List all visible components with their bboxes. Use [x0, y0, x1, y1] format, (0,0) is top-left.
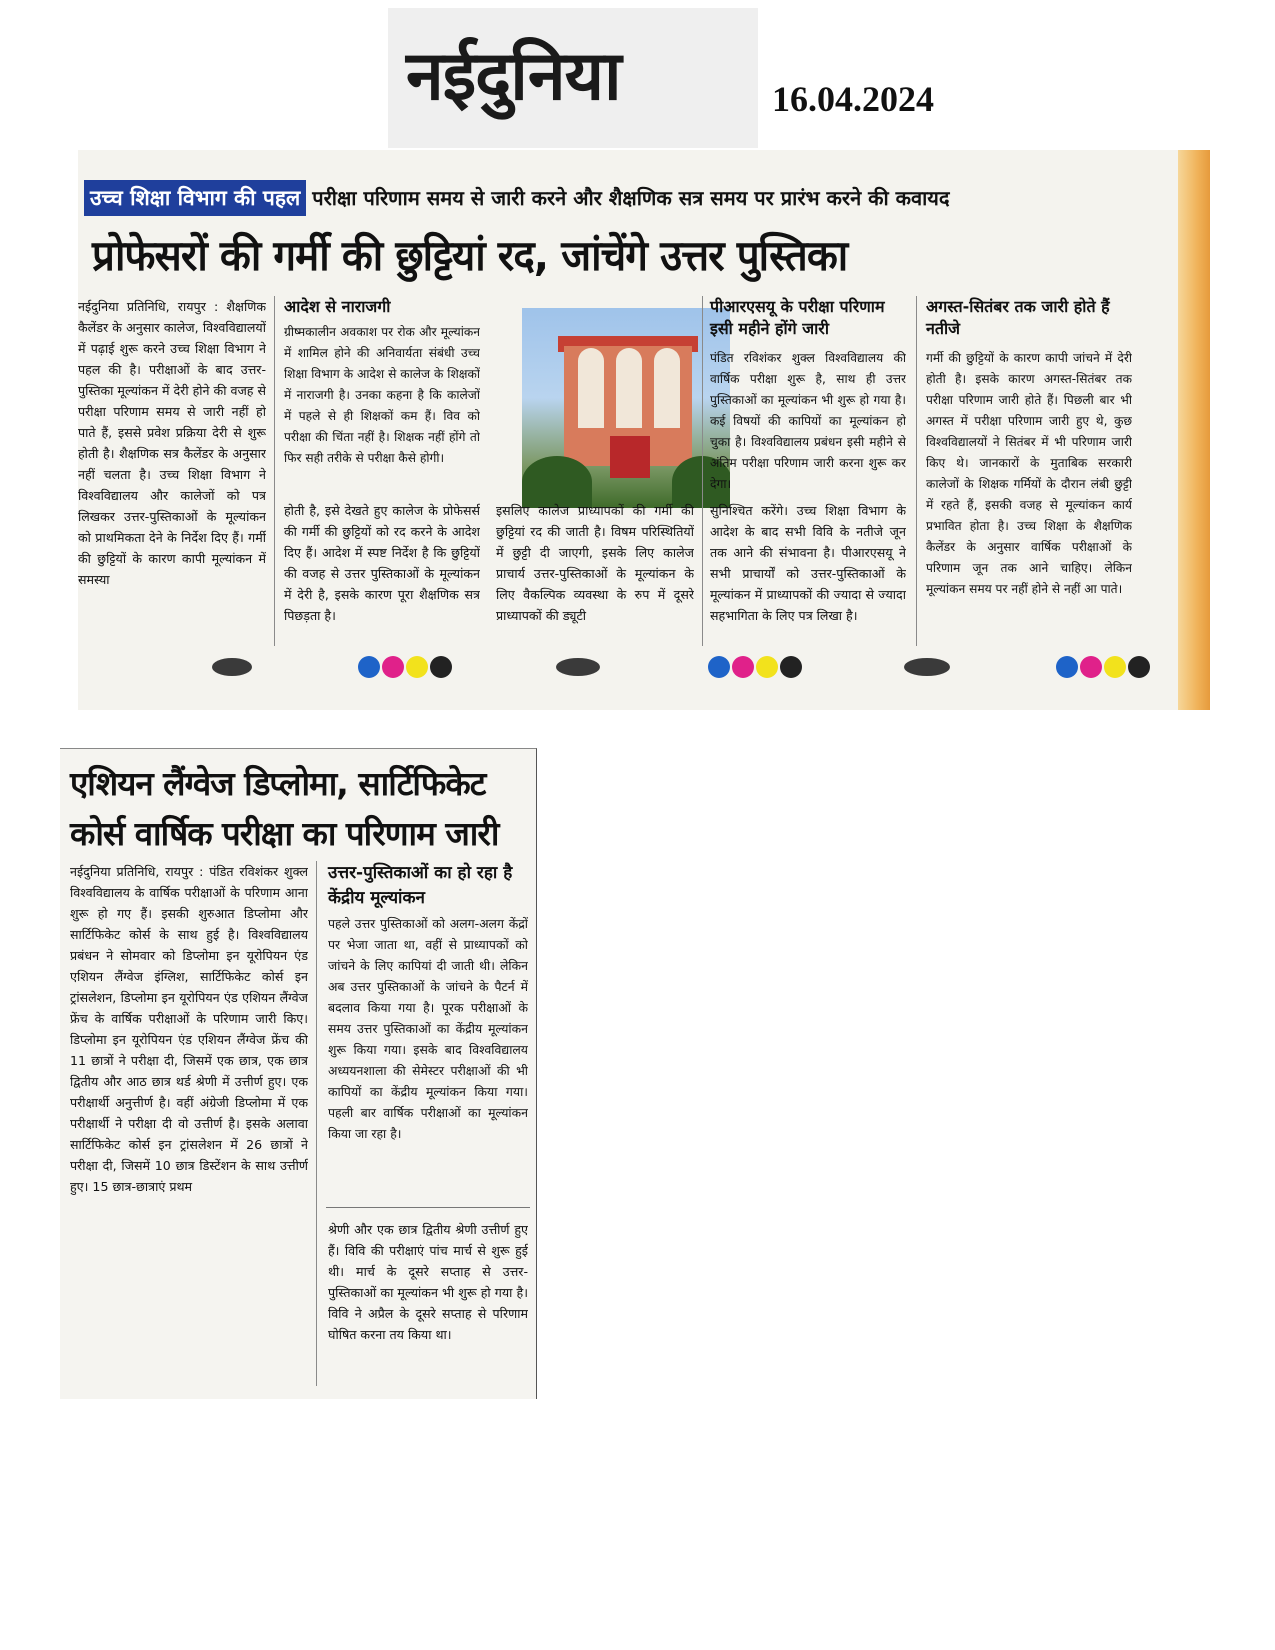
article-2-subhead: उत्तर-पुस्तिकाओं का हो रहा है केंद्रीय मूल्यांकन: [328, 863, 513, 908]
article-1-column-4-bottom: सुनिश्चित करेंगे। उच्च शिक्षा विभाग के आदेश के बाद सभी विवि के नतीजे जून तक आने की संभावना है। पीआरएसयू ने सभी प्राचार्यों को उत्तर-पुस्तिकाओं के मूल्यांकन में प्राध्यापकों की ज्यादा से ज्यादा सहभागिता के लिए पत्र लिखा है।: [710, 503, 906, 623]
print-mark: [430, 656, 452, 678]
print-mark: [1080, 656, 1102, 678]
article-1-column-2-bottom: होती है, इसे देखते हुए कालेज के प्रोफेसर्स की गर्मी की छुट्टियों को रद करने के आदेश दिए हैं। आदेश में स्पष्ट निर्देश है कि छुट्टियों की वजह से उत्तर पुस्तिकाओं के मूल्यांकन में देरी है, इसके कारण पूरा शैक्षणिक सत्र पिछड़ता है।: [284, 503, 480, 623]
article-1-column-5: गर्मी की छुट्टियों के कारण कापी जांचने में देरी होती है। इसके कारण अगस्त-सितंबर तक परीक्षा परिणाम जारी होते हैं। पिछली बार भी अगस्त में परीक्षा परिणाम जारी हुए थे, कुछ विश्वविद्यालयों ने सितंबर में भी परिणाम जारी किए थे। जानकारों के मुताबिक सरकारी कालेजों के शिक्षक गर्मियों के दौरान लंबी छुट्टी में रहते हैं, इसकी वजह से मूल्यांकन कार्य प्रभावित होता है। उच्च शिक्षा के शैक्षणिक कैलेंडर के अनुसार वार्षिक परीक्षाओं के परिणाम जून तक आने चाहिए। लेकिन मूल्यांकन समय पर नहीं होने से नहीं आ पाते।: [926, 351, 1132, 596]
print-mark: [212, 658, 252, 676]
column-divider: [274, 296, 275, 646]
strap-tag: उच्च शिक्षा विभाग की पहल: [84, 180, 306, 216]
print-mark: [1056, 656, 1078, 678]
print-mark: [406, 656, 428, 678]
article-1-subhead-2: आदेश से नाराजगी: [284, 297, 391, 316]
print-mark: [708, 656, 730, 678]
article-2-column-2-bottom: श्रेणी और एक छात्र द्वितीय श्रेणी उत्तीर्ण हुए हैं। विवि की परीक्षाएं पांच मार्च से शुरू हुई थी। मार्च के दूसरे सप्ताह से उत्तर-पुस्तिकाओं का मूल्यांकन भी शुरू हो गया है। विवि ने अप्रैल के दूसरे सप्ताह से परिणाम घोषित करना तय किया था।: [328, 1222, 528, 1342]
article-1-column-3-bottom: इसलिए कालेज प्राध्यापकों की गर्मी की छुट्टियां रद की जाती है। विषम परिस्थितियों में छुट्टी दी जाएगी, इसके लिए कालेज प्राचार्य उत्तर-पुस्तिकाओं के मूल्यांकन के लिए वैकल्पिक व्यवस्था के रुप में दूसरे प्राध्यापकों की ड्यूटी: [496, 503, 694, 623]
print-mark: [382, 656, 404, 678]
article-2-headline: एशियन लैंग्वेज डिप्लोमा, सार्टिफिकेट कोर्स वार्षिक परीक्षा का परिणाम जारी: [70, 764, 499, 853]
article-2-column-2-top: पहले उत्तर पुस्तिकाओं को अलग-अलग केंद्रों पर भेजा जाता था, वहीं से प्राध्यापकों को जांचने के लिए कापियां दी जाती थी। लेकिन अब उत्तर पुस्तिकाओं के जांचने के पैटर्न में बदलाव किया गया है। पूरक परीक्षाओं के समय उत्तर पुस्तिकाओं का केंद्रीय मूल्यांकन शुरू किया गया। इसके बाद विश्वविद्यालय अध्ययनशाला की सेमेस्टर परीक्षाओं की भी कापियों का केंद्रीय मूल्यांकन किया गया। पहली बार वार्षिक परीक्षाओं का मूल्यांकन किया जा रहा है।: [328, 916, 528, 1141]
page-edge-decoration: [1178, 150, 1210, 710]
newspaper-logo: नईदुनिया: [406, 36, 621, 116]
print-mark: [780, 656, 802, 678]
college-building-photo: [522, 308, 730, 508]
article-1-strap: [84, 180, 950, 218]
column-divider: [916, 296, 917, 646]
article-1-column-2-top: ग्रीष्मकालीन अवकाश पर रोक और मूल्यांकन में शामिल होने की अनिवार्यता संबंधी उच्च शिक्षा विभाग के आदेश से कालेज के शिक्षकों में नाराजगी है। उनका कहना है कि कालेजों में पहले से ही शिक्षकों कम हैं। विव को परीक्षा की चिंता नहीं है। शिक्षक नहीं होंगे तो फिर सही तरीके से परीक्षा कैसे होगी।: [284, 325, 480, 465]
column-divider: [316, 861, 317, 1386]
article-1-subhead-4: पीआरएसयू के परीक्षा परिणाम इसी महीने होंगे जारी: [710, 297, 885, 338]
publication-date: 16.04.2024: [772, 79, 934, 119]
print-mark: [1104, 656, 1126, 678]
print-mark: [732, 656, 754, 678]
section-divider: [326, 1207, 530, 1208]
column-divider: [702, 296, 703, 646]
print-mark: [358, 656, 380, 678]
strap-text: परीक्षा परिणाम समय से जारी करने और शैक्षणिक सत्र समय पर प्रारंभ करने की कवायद: [312, 186, 950, 210]
newspaper-masthead: [388, 8, 758, 148]
print-mark: [556, 658, 600, 676]
article-1-headline: प्रोफेसरों की गर्मी की छुट्टियां रद, जांचेंगे उत्तर पुस्तिका: [92, 231, 848, 280]
print-mark: [1128, 656, 1150, 678]
article-2-column-1: नईदुनिया प्रतिनिधि, रायपुर : पंडित रविशंकर शुक्ल विश्वविद्यालय के वार्षिक परीक्षाओं के परिणाम आना शुरू हो गए हैं। इसकी शुरुआत डिप्लोमा और सार्टिफिकेट कोर्स के साथ हुई है। विश्वविद्यालय प्रबंधन ने सोमवार को डिप्लोमा इन यूरोपियन एंड एशियन लैंग्वेज इंग्लिश, सार्टिफिकेट कोर्स इन ट्रांसलेशन, डिप्लोमा इन यूरोपियन एंड एशियन लैंग्वेज फ्रेंच के वार्षिक परीक्षाओं के परिणाम जारी किए। डिप्लोमा इन यूरोपियन एंड एशियन लैंग्वेज फ्रेंच की 11 छात्रों ने परीक्षा दी, जिसमें एक छात्र, एक छात्र द्वितीय और आठ छात्र थर्ड श्रेणी में उत्तीर्ण हुए। एक परीक्षार्थी अनुत्तीर्ण है। वहीं अंग्रेजी डिप्लोमा में एक परीक्षार्थी ने परीक्षा दी वो उत्तीर्ण है। इसके अलावा सार्टिफिकेट कोर्स इन ट्रांसलेशन में 26 छात्रों ने परीक्षा दी, जिसमें 10 छात्र डिस्टेंशन के साथ उत्तीर्ण हुए। 15 छात्र-छात्राएं प्रथम: [70, 864, 308, 1194]
print-mark: [756, 656, 778, 678]
article-1-column-4-top: पंडित रविशंकर शुक्ल विश्वविद्यालय की वार्षिक परीक्षा शुरू है, साथ ही उत्तर पुस्तिकाओं का मूल्यांकन भी शुरू हो गया है। कई विषयों की कापियों का मूल्यांकन हो चुका है। विश्वविद्यालय प्रबंधन इसी महीने से अंतिम परीक्षा परिणाम जारी करना शुरू कर देगा।: [710, 351, 906, 491]
article-clipping-2: [60, 748, 537, 1399]
article-1-subhead-5: अगस्त-सितंबर तक जारी होते हैं नतीजे: [926, 297, 1110, 338]
article-1-column-1: नईदुनिया प्रतिनिधि, रायपुर : शैक्षणिक कैलेंडर के अनुसार कालेज, विश्वविद्यालयों में पढ़ाई शुरू करने उच्च शिक्षा विभाग ने पहल की है। परीक्षाओं के बाद उत्तर-पुस्तिका मूल्यांकन में देरी होने की वजह से परीक्षा परिणाम समय से जारी नहीं हो पाते हैं, इससे प्रवेश प्रक्रिया देरी से शुरू होती है। शैक्षणिक सत्र कैलेंडर के अनुसार नहीं चलता है। उच्च शिक्षा विभाग ने विश्वविद्यालय और कालेजों को पत्र लिखकर उत्तर-पुस्तिकाओं के मूल्यांकन को प्राथमिकता देने के निर्देश दिए हैं। गर्मी की छुट्टियों के कारण कापी मूल्यांकन में समस्या: [78, 299, 266, 587]
print-mark: [904, 658, 950, 676]
article-clipping-1: [78, 150, 1210, 710]
